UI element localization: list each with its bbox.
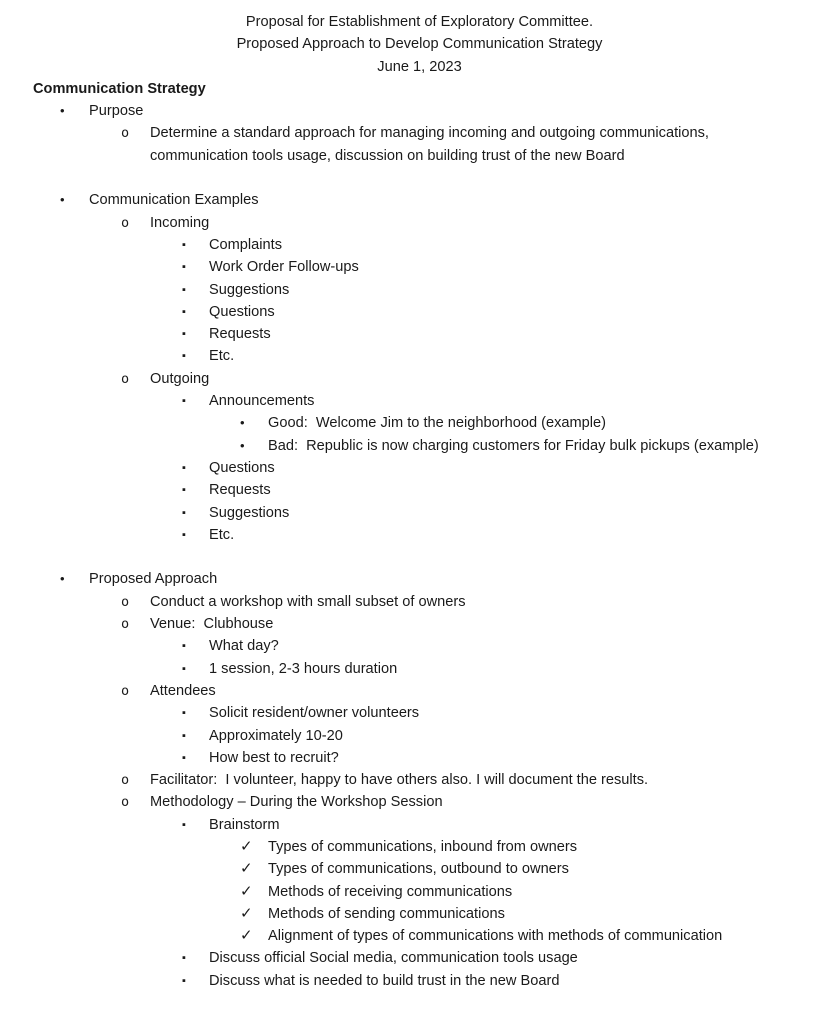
circle-bullet-icon: o — [121, 772, 130, 789]
square-bullet-icon: ▪ — [182, 283, 186, 296]
list-item — [0, 502, 839, 524]
square-bullet-icon: ▪ — [182, 350, 186, 363]
list-item-text: Work Order Follow-ups — [209, 259, 359, 276]
square-bullet-icon: ▪ — [182, 238, 186, 251]
list-item-text: Complaints — [209, 236, 282, 253]
square-bullet-icon: ▪ — [182, 640, 186, 653]
list-item — [0, 189, 839, 211]
blank-line — [0, 546, 839, 568]
disc-bullet-icon: • — [60, 103, 65, 119]
list-item — [0, 769, 839, 791]
document-title-line-1: Proposal for Establishment of Exploratory Committee. — [245, 14, 594, 30]
list-item-text: Discuss what is needed to build trust in the new Board — [209, 972, 560, 989]
list-item — [0, 702, 839, 724]
list-item-text: Attendees — [150, 682, 216, 699]
list-item — [0, 658, 839, 680]
list-item-text: Etc. — [209, 526, 235, 543]
list-item-text: Announcements — [209, 393, 315, 410]
list-item-text: How best to recruit? — [209, 749, 339, 766]
list-item-text: Venue: Clubhouse — [150, 616, 274, 633]
list-item-text: Alignment of types of communications with methods of communication — [268, 928, 723, 945]
list-item-text: Methodology – During the Workshop Session — [150, 794, 443, 811]
list-item-text: Requests — [209, 482, 271, 499]
square-bullet-icon: ▪ — [182, 305, 186, 318]
square-bullet-icon: ▪ — [182, 261, 186, 274]
list-item — [0, 903, 839, 925]
list-item — [0, 881, 839, 903]
list-item — [0, 591, 839, 613]
check-bullet-icon: ✓ — [240, 837, 253, 855]
circle-bullet-icon: o — [121, 593, 130, 610]
list-item-text: Requests — [209, 326, 271, 343]
list-item-text: Types of communications, inbound from owners — [268, 838, 578, 855]
blank-line — [0, 167, 839, 189]
list-item — [0, 279, 839, 301]
list-item-text: Methods of sending communications — [268, 905, 505, 922]
square-bullet-icon: ▪ — [182, 952, 186, 965]
list-item — [0, 858, 839, 880]
square-bullet-icon: ▪ — [182, 974, 186, 987]
document-title-line-2: Proposed Approach to Develop Communication Strategy — [236, 36, 603, 53]
list-item-text: Questions — [209, 303, 275, 320]
circle-bullet-icon: o — [121, 616, 130, 633]
list-item-text: Bad: Republic is now charging customers for Friday bulk pickups (example) — [268, 437, 759, 454]
list-item — [0, 368, 839, 390]
list-item — [0, 947, 839, 969]
outline — [0, 100, 839, 992]
square-bullet-icon: ▪ — [182, 729, 186, 742]
list-item — [0, 122, 839, 167]
list-item — [0, 100, 839, 122]
document-date: June 1, 2023 — [377, 58, 462, 75]
list-item — [0, 970, 839, 992]
list-item-text: Approximately 10-20 — [209, 727, 343, 744]
list-item-text: Good: Welcome Jim to the neighborhood (example) — [268, 415, 606, 432]
list-item — [0, 457, 839, 479]
list-item-text: Etc. — [209, 348, 235, 365]
list-item — [0, 925, 839, 947]
square-bullet-icon: ▪ — [182, 751, 186, 764]
list-item — [0, 613, 839, 635]
list-item-text: Discuss official Social media, communication tools usage — [209, 950, 578, 967]
square-bullet-icon: ▪ — [182, 528, 186, 541]
square-bullet-icon: ▪ — [182, 662, 186, 675]
list-item-text: Types of communications, outbound to owners — [268, 861, 569, 878]
list-item-text: What day? — [209, 638, 279, 655]
list-item-text: Questions — [209, 459, 275, 476]
square-bullet-icon: ▪ — [182, 484, 186, 497]
check-bullet-icon: ✓ — [240, 860, 253, 878]
list-item-text: Suggestions — [209, 281, 290, 298]
list-item-text: Suggestions — [209, 504, 290, 521]
list-item — [0, 814, 839, 836]
circle-bullet-icon: o — [121, 125, 130, 142]
list-item-text: Purpose — [89, 103, 144, 120]
document-title-block — [0, 11, 839, 78]
list-item-text: Outgoing — [150, 370, 210, 387]
disc-bullet-icon: • — [60, 571, 65, 587]
list-item-text: Proposed Approach — [89, 571, 218, 588]
check-bullet-icon: ✓ — [240, 927, 253, 945]
list-item — [0, 836, 839, 858]
list-item-text: 1 session, 2-3 hours duration — [209, 660, 398, 677]
list-item — [0, 256, 839, 278]
circle-bullet-icon: o — [121, 682, 130, 699]
check-bullet-icon: ✓ — [240, 904, 253, 922]
list-item — [0, 390, 839, 412]
square-bullet-icon: ▪ — [182, 818, 186, 831]
list-item — [0, 212, 839, 234]
list-item — [0, 301, 839, 323]
list-item — [0, 345, 839, 367]
list-item — [0, 791, 839, 813]
list-item — [0, 725, 839, 747]
list-item — [0, 234, 839, 256]
list-item-text: Communication Examples — [89, 192, 259, 209]
list-item-text: Determine a standard approach for managing incoming and outgoing communications, communication tools usage, discussion on building trust of the new Board — [150, 125, 714, 164]
square-bullet-icon: ▪ — [182, 461, 186, 474]
square-bullet-icon: ▪ — [182, 506, 186, 519]
disc-bullet-icon: • — [240, 415, 245, 431]
circle-bullet-icon: o — [121, 794, 130, 811]
section-heading: Communication Strategy — [33, 80, 206, 97]
circle-bullet-icon: o — [121, 370, 130, 387]
list-item-text: Facilitator: I volunteer, happy to have others also. I will document the results. — [150, 772, 649, 789]
list-item — [0, 524, 839, 546]
list-item — [0, 747, 839, 769]
list-item — [0, 323, 839, 345]
disc-bullet-icon: • — [240, 437, 245, 453]
list-item — [0, 479, 839, 501]
list-item — [0, 635, 839, 657]
square-bullet-icon: ▪ — [182, 395, 186, 408]
list-item-text: Conduct a workshop with small subset of owners — [150, 593, 466, 610]
square-bullet-icon: ▪ — [182, 707, 186, 720]
list-item — [0, 680, 839, 702]
circle-bullet-icon: o — [121, 214, 130, 231]
check-bullet-icon: ✓ — [240, 882, 253, 900]
list-item-text: Solicit resident/owner volunteers — [209, 705, 420, 722]
list-item-text: Incoming — [150, 214, 210, 231]
list-item-text: Methods of receiving communications — [268, 883, 513, 900]
list-item — [0, 435, 839, 457]
disc-bullet-icon: • — [60, 192, 65, 208]
list-item — [0, 568, 839, 590]
square-bullet-icon: ▪ — [182, 328, 186, 341]
list-item-text: Brainstorm — [209, 816, 280, 833]
list-item — [0, 412, 839, 434]
